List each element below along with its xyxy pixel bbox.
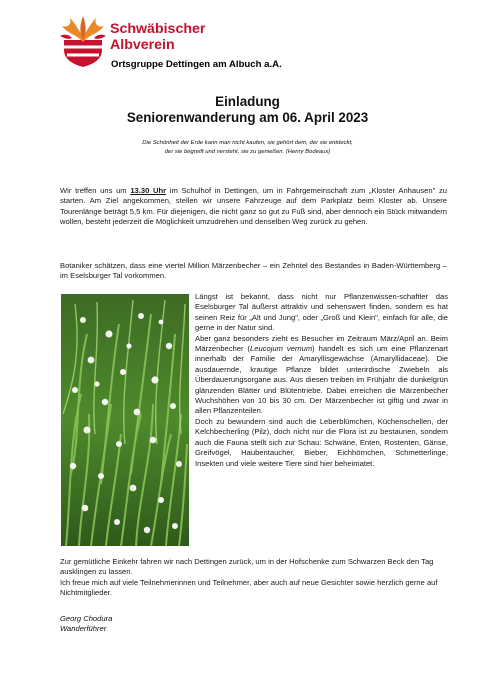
closing-line1: Zur gemütliche Einkehr fahren wir nach Dettingen zurück, um in der Hofschenke zum Schwarzen Beck den Tag ausklingen zu lassen. (60, 557, 434, 577)
intro-after-time: im Schulhof in Dettingen, um in Fahrgemeinschaft zum „Kloster Anhausen" zu starten. Am Ziel angekommen, stellen wir unsere Fahrzeuge auf dem Parkplatz beim Kloster ab. Unsere Tourenlänge beträgt 5,5 km. Für diejenigen, die nicht ganz so gut zu Fuß sind, aber dennoch ein Stück mitwandern wollen, besteht jederzeit die Möglichkeit umzudrehen und denselben Weg zurück zu gehen. (60, 186, 448, 227)
schwaebischer-albverein-emblem-icon (58, 14, 108, 68)
page-title: Einladung (215, 94, 280, 109)
signature (60, 614, 112, 635)
meeting-time: 13.30 Uhr (130, 186, 167, 195)
org-name-line2: Albverein (110, 37, 175, 53)
signature-role: Wanderführer (60, 624, 107, 634)
closing-line2: Ich freue mich auf viele Teilnehmerinnen und Teilnehmer, aber auch auf neue Gesichter sowie herzlich gerne auf Nichtmitglieder. (60, 577, 438, 598)
org-name-line1: Schwäbischer (110, 21, 206, 37)
latin-name: Leucojum vernum (250, 344, 313, 354)
quote-line2: der sie begreift und versteht, sie zu genießen. (Henry Bodeaux) (164, 149, 331, 155)
signature-name: Georg Chodura (60, 614, 113, 623)
closing-paragraph (60, 557, 447, 599)
column-paragraph-2 (195, 334, 448, 417)
maerzenbecher-flowers-photo (61, 294, 189, 546)
intro-before-time: Wir treffen uns um (60, 186, 131, 195)
description-column (195, 292, 448, 469)
column-paragraph-1: Längst ist bekannt, dass nicht nur Pflanzenwissen-schaftler das Eselsburger Tal äußerst attraktiv und sehenswert finden, sondern es hat seinen Reiz für „Alt und Jung", oder „Groß und Klein", einfach für alle, die gerne in der Natur sind. (195, 292, 448, 333)
intro-paragraph (60, 186, 447, 228)
branch-name: Ortsgruppe Dettingen am Albuch a.A. (111, 59, 282, 70)
column-paragraph-3: Doch zu bewundern sind auch die Leberblümchen, Küchenschellen, der Kelchbecherling (Pilz), doch nicht nur die Flora ist zu bestaunen, sondern auch die Fauna stellt sich zur Schau: Schwäne, Enten, Rostenten, Gänse, Greifvögel, Haubentaucher, Bieber, Eichhörnchen, Schmetterlinge, Insekten und viele weitere Tiere sind hier beheimatet. (195, 416, 448, 468)
quote (60, 139, 435, 157)
column-paragraph-2-a: Aber ganz besonders zieht es Besucher im Zeitraum März/April an. Beim Märzenbecher ( (195, 333, 448, 354)
page-subtitle: Seniorenwanderung am 06. April 2023 (126, 110, 369, 125)
quote-line1: Die Schönheit der Erde kann man nicht kaufen, sie gehört dem, der sie entdeckt, (142, 140, 353, 146)
column-paragraph-2-b: ) handelt es sich um eine Pflanzenart innerhalb der Familie der Amaryllisgewächse (Amaryllidaceae). Die ausdauernde, krautige Pflanze bildet unterirdische Zwiebeln als Überdauerungsorgane aus. Aus diesen treiben im Frühjahr die dunkelgrün glänzenden Blätter und Blütentriebe. Dabei erreichen die Märzenbecher Wuchshöhen von 10 bis 30 cm. Der Märzenbecher ist giftig und zwar in allen Pflanzenteilen. (195, 344, 448, 416)
org-name (110, 21, 205, 53)
botany-paragraph: Botaniker schätzen, dass eine viertel Million Märzenbecher – ein Zehntel des Bestandes in Baden-Württemberg – im Eselsburger Tal vorkommen. (60, 261, 447, 281)
